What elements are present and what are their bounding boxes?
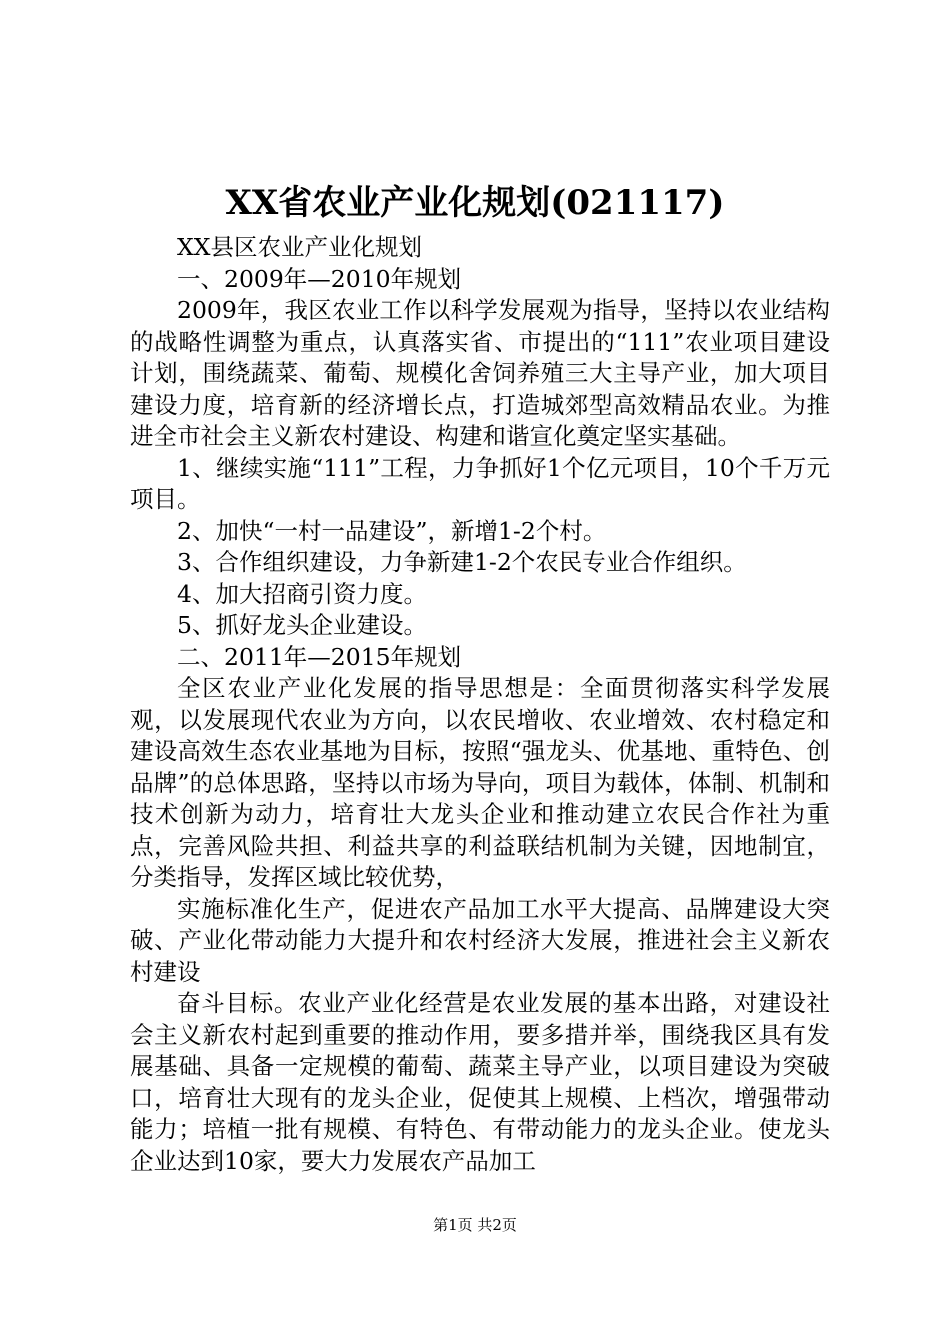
- page-number-footer: 第1页 共2页: [433, 1216, 517, 1234]
- paragraph: 奋斗目标。农业产业化经营是农业发展的基本出路，对建设社会主义新农村起到重要的推动作用，要多措并举，围绕我区具有发展基础、具备一定规模的葡萄、蔬菜主导产业，以项目建设为突破口，培育壮大现有的龙头企业，促使其上规模、上档次，增强带动能力；培植一批有规模、有特色、有带动能力的龙头企业。使龙头企业达到10家，要大力发展农产品加工: [130, 989, 830, 1175]
- paragraph-section-heading-1: 一、2009年—2010年规划: [177, 264, 462, 293]
- document-body: [130, 232, 830, 1177]
- document-title: XX省农业产业化规划(021117): [225, 183, 725, 223]
- paragraph-list-item: 5、抓好龙头企业建设。: [177, 611, 427, 639]
- paragraph-list-item: 2、加快“一村一品建设”，新增1-2个村。: [177, 516, 607, 545]
- paragraph: 全区农业产业化发展的指导思想是：全面贯彻落实科学发展观，以发展现代农业为方向，以农民增收、农业增效、农村稳定和建设高效生态农业基地为目标，按照“强龙头、优基地、重特色、创品牌”的总体思路，坚持以市场为导向，项目为载体，体制、机制和技术创新为动力，培育壮大龙头企业和推动建立农民合作社为重点，完善风险共担、利益共享的利益联结机制为关键，因地制宜，分类指导，发挥区域比较优势，: [130, 674, 830, 891]
- paragraph-subtitle: XX县区农业产业化规划: [177, 233, 422, 261]
- paragraph: 2009年，我区农业工作以科学发展观为指导，坚持以农业结构的战略性调整为重点，认真落实省、市提出的“111”农业项目建设计划，围绕蔬菜、葡萄、规模化舍饲养殖三大主导产业，加大项目建设力度，培育新的经济增长点，打造城郊型高效精品农业。为推进全市社会主义新农村建设、构建和谐宣化奠定坚实基础。: [130, 296, 830, 450]
- paragraph: 实施标准化生产，促进农产品加工水平大提高、品牌建设大突破、产业化带动能力大提升和农村经济大发展，推进社会主义新农村建设: [130, 894, 830, 986]
- paragraph-list-item: 3、合作组织建设，力争新建1-2个农民专业合作组织。: [177, 548, 747, 576]
- paragraph-list-item: 1、继续实施“111”工程，力争抓好1个亿元项目，10个千万元项目。: [130, 453, 830, 513]
- paragraph-list-item: 4、加大招商引资力度。: [177, 579, 427, 608]
- paragraph-section-heading-2: 二、2011年—2015年规划: [177, 642, 462, 671]
